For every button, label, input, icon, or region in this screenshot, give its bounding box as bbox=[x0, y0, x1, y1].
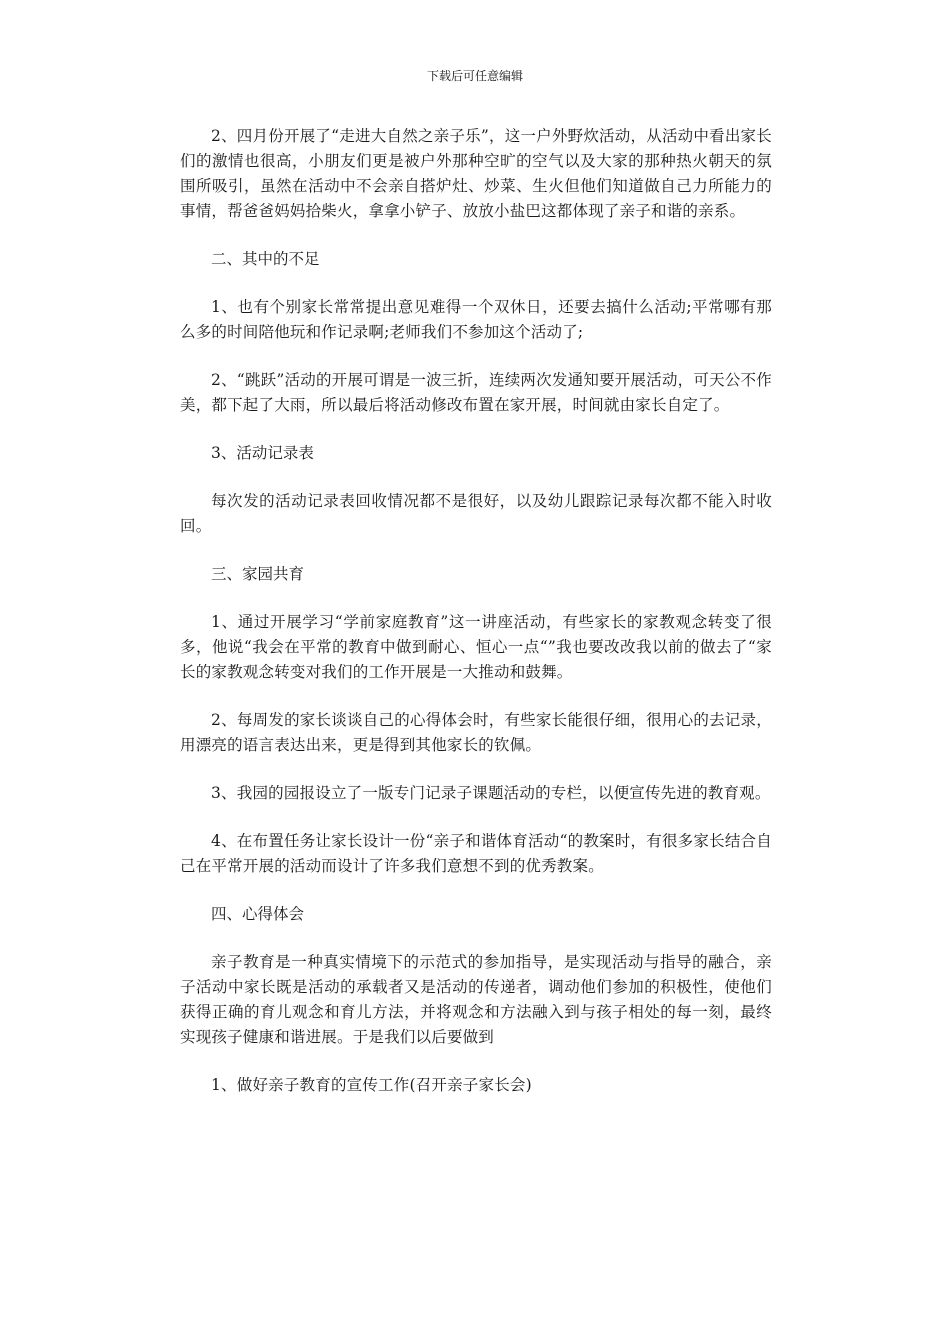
subheading-activity-record: 3、活动记录表 bbox=[211, 444, 314, 462]
section-heading-shortcomings: 二、其中的不足 bbox=[211, 250, 320, 268]
page-header: 下载后可任意编辑 bbox=[426, 69, 523, 83]
section-heading-home-school: 三、家园共育 bbox=[211, 565, 305, 583]
paragraph-jumping-activity: 2、“跳跃”活动的开展可谓是一波三折，连续两次发通知要开展活动，可天公不作美，都下起了大雨，所以最后将活动修改布置在家开展，时间就由家长自定了。 bbox=[180, 371, 772, 414]
section-heading-reflections: 四、心得体会 bbox=[211, 905, 305, 923]
paragraph-lecture-activity: 1、通过开展学习“学前家庭教育”这一讲座活动，有些家长的家教观念转变了很多，他说“我会在平常的教育中做到耐心、恒心一点“”我也要改改我以前的做去了“家长的家教观念转变对我们的工作开展是一大推动和鼓舞。 bbox=[180, 613, 772, 681]
paragraph-lesson-plans: 4、在布置任务让家长设计一份“亲子和谐体育活动“的教案时，有很多家长结合自己在平常开展的活动而设计了许多我们意想不到的优秀教案。 bbox=[180, 832, 772, 875]
paragraph-parent-child-education: 亲子教育是一种真实情境下的示范式的参加指导，是实现活动与指导的融合，亲子活动中家长既是活动的承载者又是活动的传递者，调动他们参加的积极性，使他们获得正确的育儿观念和育儿方法，并将观念和方法融入到与孩子相处的每一刻，最终实现孩子健康和谐进展。于是我们以后要做到 bbox=[180, 953, 772, 1046]
paragraph-promotion-work: 1、做好亲子教育的宣传工作(召开亲子家长会) bbox=[211, 1076, 532, 1094]
document-body bbox=[180, 124, 772, 1121]
paragraph-record-collection: 每次发的活动记录表回收情况都不是很好，以及幼儿跟踪记录每次都不能入时收回。 bbox=[180, 492, 772, 535]
paragraph-parent-complaints: 1、也有个别家长常常提出意见难得一个双休日，还要去搞什么活动;平常哪有那么多的时间陪他玩和作记录啊;老师我们不参加这个活动了; bbox=[180, 298, 772, 341]
paragraph-school-newspaper: 3、我园的园报设立了一版专门记录子课题活动的专栏，以便宣传先进的教育观。 bbox=[211, 784, 771, 802]
paragraph-weekly-reflection: 2、每周发的家长谈谈自己的心得体会时，有些家长能很仔细，很用心的去记录，用漂亮的语言表达出来，更是得到其他家长的钦佩。 bbox=[180, 711, 772, 754]
paragraph-outdoor-picnic: 2、四月份开展了“走进大自然之亲子乐”，这一户外野炊活动，从活动中看出家长们的激情也很高，小朋友们更是被户外那种空旷的空气以及大家的那种热火朝天的氛围所吸引，虽然在活动中不会亲自搭炉灶、炒菜、生火但他们知道做自己力所能力的事情，帮爸爸妈妈拾柴火，拿拿小铲子、放放小盐巴这都体现了亲子和谐的亲系。 bbox=[180, 127, 772, 220]
